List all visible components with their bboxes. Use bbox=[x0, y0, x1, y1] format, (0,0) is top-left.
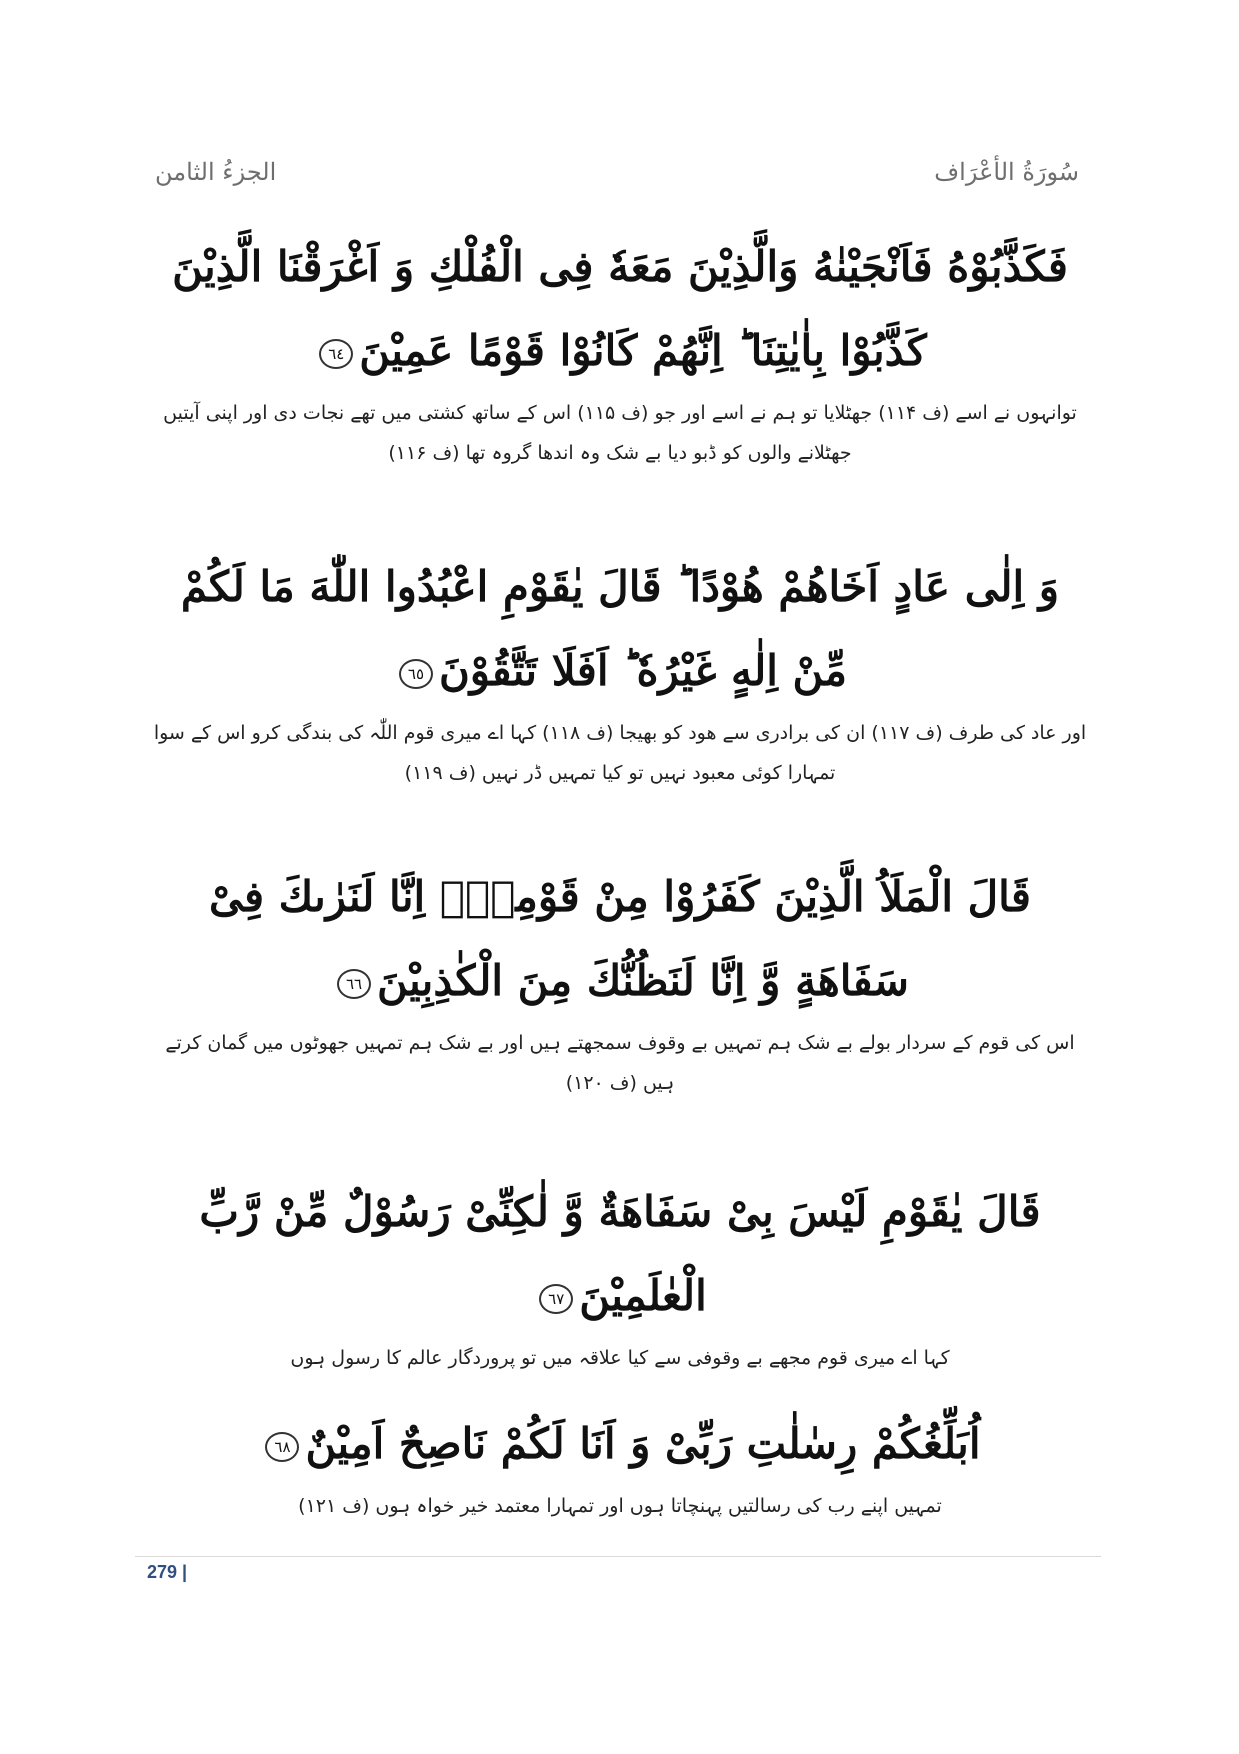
ayah-text bbox=[150, 855, 1090, 1023]
ayah-end-marker: ٦٥ bbox=[399, 659, 433, 689]
ayah-end-marker: ٦٧ bbox=[539, 1284, 573, 1314]
surah-name-header: سُورَةُ الأعْرَاف bbox=[934, 158, 1079, 186]
ayah-text bbox=[150, 225, 1090, 393]
footer-divider bbox=[135, 1556, 1101, 1557]
ayah-text bbox=[150, 1170, 1090, 1338]
ayah-65-text: وَ اِلٰى عَادٍ اَخَاهُمْ هُوْدًا ؕ قَالَ يٰقَوْمِ اعْبُدُوا اللّٰهَ مَا لَكُمْ مِّنْ اِلٰهٍ غَيْرُهٗ ؕ اَفَلَا تَتَّقُوْنَ bbox=[180, 562, 1060, 695]
ayah-68-text: اُبَلِّغُكُمْ رِسٰلٰتِ رَبِّىْ وَ اَنَا لَكُمْ نَاصِحٌ اَمِيْنٌ bbox=[305, 1419, 981, 1468]
ayah-64-translation: توانہوں نے اسے (ف ۱۱۴) جھٹلایا تو ہم نے اسے اور جو (ف ۱۱۵) اس کے ساتھ کشتی میں تھے نجات دی اور اپنی آیتیں جھٹلانے والوں کو ڈبو دیا بے شک وہ اندھا گروہ تھا (ف ۱۱۶) bbox=[163, 402, 1077, 464]
ayah-64-text: فَكَذَّبُوْهُ فَاَنْجَيْنٰهُ وَالَّذِيْنَ مَعَهٗ فِى الْفُلْكِ وَ اَغْرَقْنَا الَّذِيْنَ كَذَّبُوْا بِاٰيٰتِنَا ؕ اِنَّهُمْ كَانُوْا قَوْمًا عَمِيْنَ bbox=[172, 242, 1068, 375]
ayah-text bbox=[150, 545, 1090, 713]
ayah-66-text: قَالَ الْمَلَاُ الَّذِيْنَ كَفَرُوْا مِنْ قَوْمِهٖۤ اِنَّا لَنَرٰىكَ فِىْ سَفَاهَةٍ وَّ اِنَّا لَنَظُنُّكَ مِنَ الْكٰذِبِيْنَ bbox=[208, 872, 1032, 1005]
verse-block-68 bbox=[150, 1402, 1090, 1526]
ayah-66-translation: اس کی قوم کے سردار بولے بے شک ہم تمہیں بے وقوف سمجھتے ہیں اور بے شک ہم تمہیں جھوٹوں میں گمان کرتے ہیں (ف ۱۲۰) bbox=[165, 1032, 1075, 1094]
ayah-text bbox=[150, 1402, 1090, 1486]
verse-block-65 bbox=[150, 545, 1090, 793]
page-number: 279 | bbox=[147, 1562, 188, 1582]
ayah-end-marker: ٦٨ bbox=[265, 1432, 299, 1462]
ayah-68-translation: تمہیں اپنے رب کی رسالتیں پہنچاتا ہوں اور تمہارا معتمد خیر خواہ ہوں (ف ۱۲۱) bbox=[298, 1495, 942, 1517]
ayah-67-text: قَالَ يٰقَوْمِ لَيْسَ بِىْ سَفَاهَةٌ وَّ لٰكِنِّىْ رَسُوْلٌ مِّنْ رَّبِّ الْعٰلَمِيْنَ bbox=[199, 1187, 1041, 1320]
juz-name-header: الجزءُ الثامن bbox=[155, 158, 277, 186]
ayah-end-marker: ٦٤ bbox=[319, 339, 353, 369]
ayah-67-translation: کہا اے میری قوم مجھے بے وقوفی سے کیا علاقہ میں تو پروردگار عالم کا رسول ہوں bbox=[290, 1347, 950, 1369]
verse-block-66 bbox=[150, 855, 1090, 1103]
verse-block-67 bbox=[150, 1170, 1090, 1378]
verse-block-64 bbox=[150, 225, 1090, 473]
ayah-end-marker: ٦٦ bbox=[337, 969, 371, 999]
ayah-65-translation: اور عاد کی طرف (ف ۱۱۷) ان کی برادری سے ھود کو بھیجا (ف ۱۱۸) کہا اے میری قوم اللّٰہ کی بندگی کرو اس کے سوا تمہارا کوئی معبود نہیں تو کیا تمہیں ڈر نہیں (ف ۱۱۹) bbox=[153, 722, 1087, 784]
